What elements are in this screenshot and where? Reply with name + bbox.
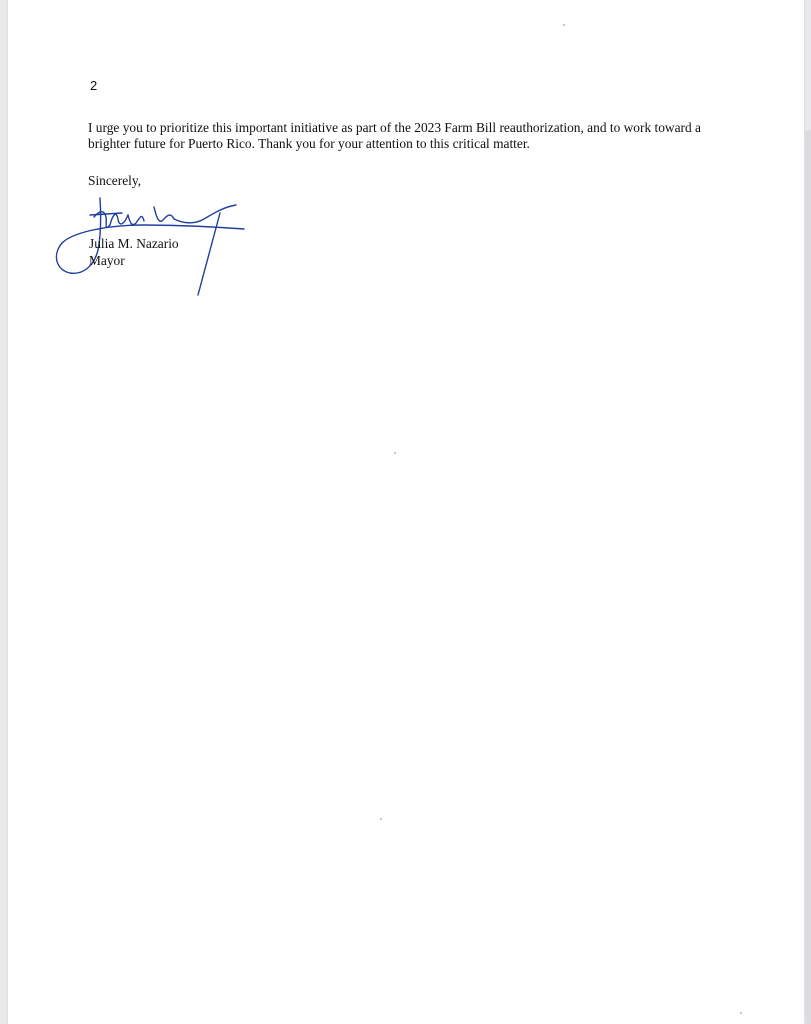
document-page (8, 0, 804, 1024)
vertical-scrollbar[interactable] (805, 130, 811, 1024)
closing-salutation: Sincerely, (88, 173, 142, 188)
signer-name: Julia M. Nazario (89, 236, 179, 251)
scan-speck (740, 1012, 742, 1014)
closing-paragraph: I urge you to prioritize this important initiative as part of the 2023 Farm Bill reauthorization, and to work toward a brighter future for Puerto Rico. Thank you for your attention to this critical matter. (88, 120, 701, 151)
scan-speck (380, 818, 382, 820)
page-number: 2 (90, 78, 98, 93)
scan-speck (563, 24, 565, 26)
scan-speck (394, 452, 396, 454)
signer-title: Mayor (89, 253, 125, 268)
